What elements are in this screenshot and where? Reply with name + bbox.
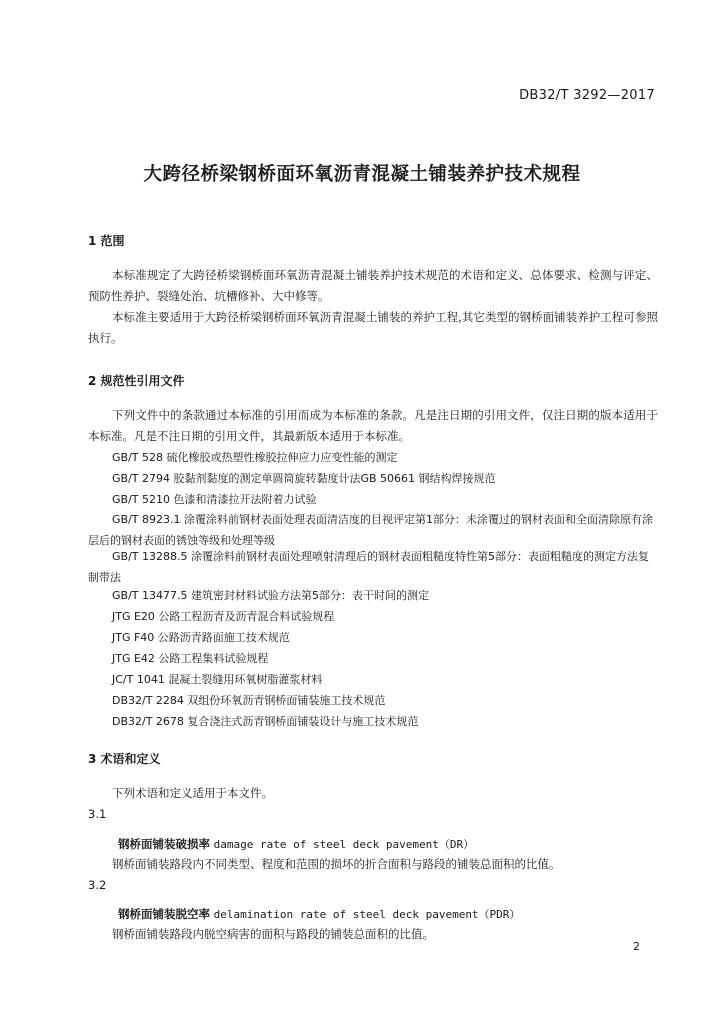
reference-item: JTG F40 公路沥青路面施工技术规范	[112, 631, 290, 644]
term-cn: 钢桥面铺装脱空率	[118, 907, 210, 921]
reference-item: GB/T 13288.5 涂覆涂料前钢材表面处理喷射清理后的钢材表面粗糙度特性第5部分：表面粗糙度的测定方法复制带法	[88, 550, 649, 584]
reference-item: GB/T 13477.5 建筑密封材料试验方法第5部分：表干时间的测定	[112, 589, 429, 602]
standard-code: DB32/T 3292—2017	[519, 88, 655, 103]
reference-item: GB/T 8923.1 涂覆涂料前钢材表面处理表面清洁度的目视评定第1部分：未涂覆过的钢材表面和全面清除原有涂层后的钢材表面的锈蚀等级和处理等级	[88, 513, 653, 547]
term-definition: 钢桥面铺装路段内不同类型、程度和范围的损坏的折合面积与路段的铺装总面积的比值。	[112, 857, 561, 871]
reference-item: JTG E20 公路工程沥青及沥青混合料试验规程	[112, 610, 335, 623]
scope-paragraph-1: 本标准规定了大跨径桥梁钢桥面环氧沥青混凝土铺装养护技术规范的术语和定义、总体要求、检测与评定、预防性养护、裂缝处治、坑槽修补、大中修等。	[88, 268, 658, 303]
reference-item: GB/T 2794 胶黏剂黏度的测定单圆筒旋转黏度计法GB 50661 钢结构焊接规范	[112, 472, 496, 485]
section-heading-references: 2 规范性引用文件	[88, 374, 185, 388]
section-heading-terms: 3 术语和定义	[88, 752, 161, 766]
term-title	[118, 906, 520, 922]
reference-item: GB/T 528 硫化橡胶或热塑性橡胶拉伸应力应变性能的测定	[112, 451, 398, 464]
reference-item: GB/T 5210 色漆和清漆拉开法附着力试验	[112, 493, 317, 506]
reference-item: JC/T 1041 混凝土裂缝用环氧树脂灌浆材料	[112, 673, 323, 686]
page-number: 2	[633, 940, 640, 953]
reference-item: DB32/T 2678 复合浇注式沥青钢桥面铺装设计与施工技术规范	[112, 715, 419, 728]
term-number: 3.2	[88, 878, 107, 892]
term-en: damage rate of steel deck pavement（DR）	[213, 838, 475, 851]
page-title: 大跨径桥梁钢桥面环氧沥青混凝土铺装养护技术规程	[143, 164, 581, 185]
terms-intro: 下列术语和定义适用于本文件。	[112, 786, 273, 800]
scope-paragraph-2: 本标准主要适用于大跨径桥梁钢桥面环氧沥青混凝土铺装的养护工程,其它类型的钢桥面铺装养护工程可参照执行。	[88, 310, 658, 345]
reference-item: JTG E42 公路工程集料试验规程	[112, 652, 269, 665]
section-heading-scope: 1 范围	[88, 234, 125, 248]
reference-item: DB32/T 2284 双组份环氧沥青钢桥面铺装施工技术规范	[112, 694, 386, 707]
term-title	[118, 836, 474, 852]
term-en: delamination rate of steel deck pavement（PDR）	[213, 908, 521, 921]
references-intro: 下列文件中的条款通过本标准的引用而成为本标准的条款。凡是注日期的引用文件，仅注日期的版本适用于本标准。凡是不注日期的引用文件，其最新版本适用于本标准。	[88, 408, 658, 443]
term-definition: 钢桥面铺装路段内脱空病害的面积与路段的铺装总面积的比值。	[112, 927, 434, 941]
term-number: 3.1	[88, 807, 107, 821]
term-cn: 钢桥面铺装破损率	[118, 837, 210, 851]
